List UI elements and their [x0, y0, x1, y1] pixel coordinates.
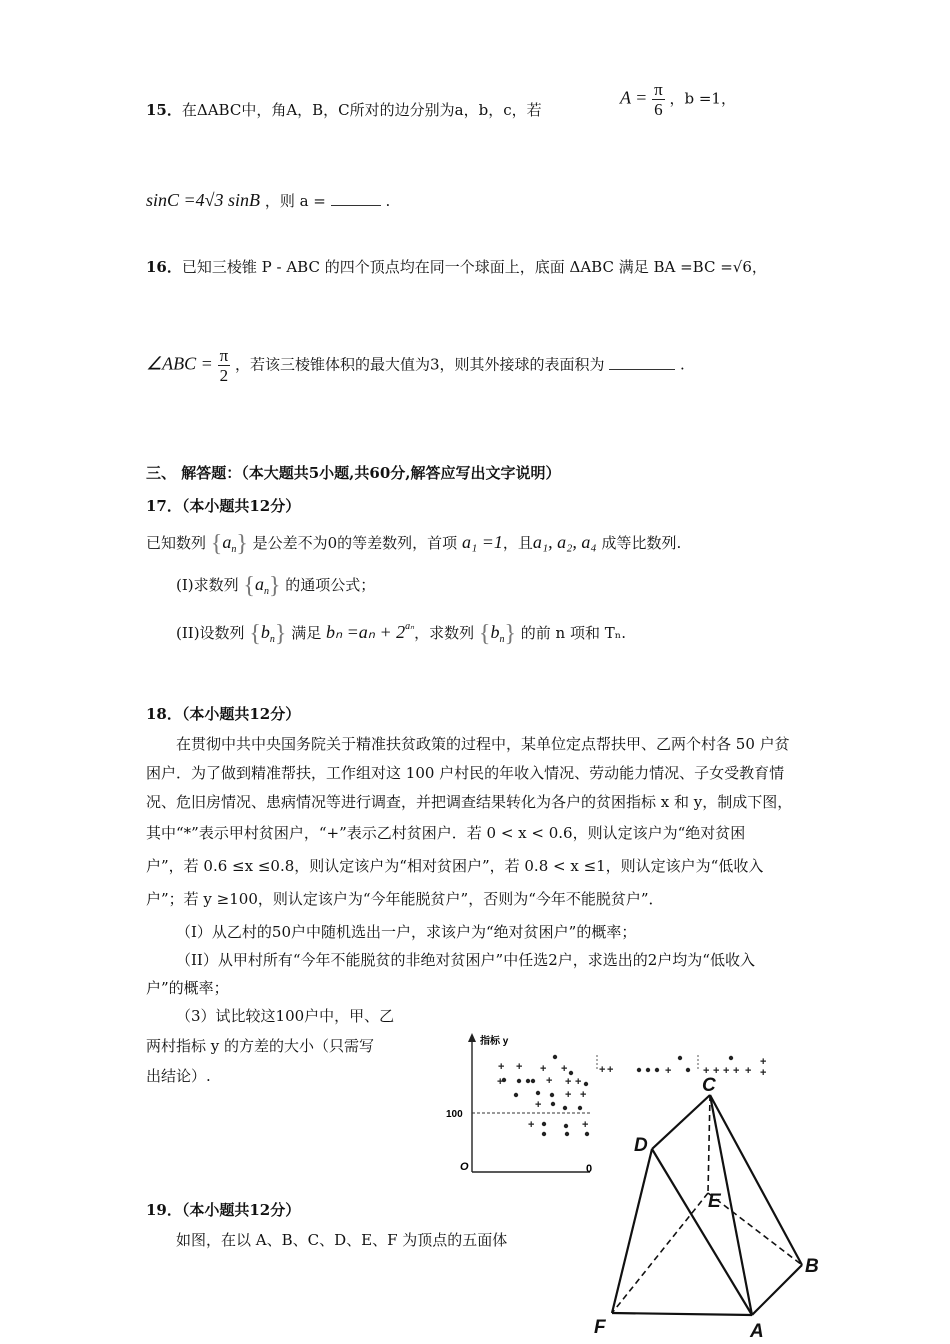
q15-line-2 [146, 190, 390, 211]
dot-mark [564, 1124, 568, 1128]
brace-right: } [274, 621, 287, 647]
plus-mark: + [540, 1063, 547, 1075]
q17-heading: 17．（本小题共12分） [146, 497, 301, 515]
plus-mark: + [580, 1089, 587, 1101]
dot-mark [686, 1068, 690, 1072]
dot-mark [542, 1132, 546, 1136]
q17-p2-bn-2: b [490, 622, 500, 642]
q17-p2-d: 的前 n 项和 Tₙ. [520, 624, 626, 642]
dot-mark [655, 1068, 659, 1072]
q15-formula: sinC =4√3 sinB [146, 190, 261, 210]
vertex-label-E: E [708, 1191, 721, 1212]
q15-then-a: ，则 a = [264, 192, 326, 210]
q17-p1-b: 的通项公式； [285, 576, 376, 594]
dot-mark [517, 1079, 521, 1083]
dot-mark [637, 1068, 641, 1072]
y-axis-label: 指标 y [480, 1036, 509, 1047]
plus-mark: + [723, 1065, 730, 1077]
plus-mark: + [599, 1064, 606, 1076]
y-axis-arrow [468, 1033, 476, 1042]
dot-mark [565, 1132, 569, 1136]
plus-mark: + [760, 1067, 767, 1079]
brace-left: { [210, 531, 223, 557]
q15-line-1 [146, 100, 542, 120]
dot-mark [584, 1082, 588, 1086]
plus-mark: + [561, 1063, 568, 1075]
q15-text: 在ΔABC中，角A，B，C所对的边分别为a，b，c，若 [181, 101, 542, 119]
q15-six: 6 [654, 100, 663, 119]
vertex-label-B: B [805, 1256, 819, 1277]
q18-part-3-line-2: 两村指标 y 的方差的大小（只需写 [146, 1037, 375, 1055]
q16-line-2 [146, 346, 685, 385]
plus-mark: + [498, 1061, 505, 1073]
edge-CB [710, 1095, 802, 1265]
plus-mark: + [565, 1089, 572, 1101]
q16-text: 已知三棱锥 P - ABC 的四个顶点均在同一个球面上，底面 ΔABC 满足 BA =BC =√6， [181, 258, 767, 276]
plus-mark: + [582, 1119, 589, 1131]
q19-line-1: 如图，在以 A、B、C、D、E、F 为顶点的五面体 [176, 1231, 508, 1249]
dot-mark [553, 1055, 557, 1059]
plus-mark: + [565, 1076, 572, 1088]
dot-mark [514, 1093, 518, 1097]
q17-and: ，且 [502, 534, 533, 552]
dot-mark [569, 1071, 573, 1075]
dot-mark [531, 1079, 535, 1083]
q16-two: 2 [219, 366, 229, 385]
q17-p1-an: a [254, 574, 264, 594]
dot-mark [578, 1106, 582, 1110]
q15-period: . [385, 192, 391, 210]
q15-b-equals: ，b =1， [669, 89, 736, 108]
edge-EB [708, 1193, 802, 1265]
q17-known-seq: 已知数列 [146, 534, 207, 552]
q17-p2-b: 满足 [291, 624, 322, 642]
plus-mark: + [546, 1075, 553, 1087]
x-cut-label: 0 [586, 1163, 593, 1175]
q17-an-sub: n [231, 544, 237, 555]
q17-p2-c: ，求数列 [414, 624, 475, 642]
q16-answer-blank[interactable] [609, 355, 675, 370]
q17-geometric: 成等比数列. [601, 534, 682, 552]
edge-AB [752, 1265, 802, 1315]
q15-fraction [620, 80, 736, 119]
edge-FA [612, 1313, 752, 1315]
dot-mark [646, 1068, 650, 1072]
q16-number: 16． [146, 258, 182, 276]
q17-line-1 [146, 532, 681, 560]
brace-right: } [504, 621, 516, 647]
q17-an: a [222, 532, 232, 552]
q15-A-equals: A = [620, 87, 648, 108]
q18-part-3-line-1: （3）试比较这100户中，甲、乙 [176, 1007, 395, 1025]
plus-mark: + [745, 1065, 752, 1077]
plus-mark: + [528, 1119, 535, 1131]
dot-mark [542, 1122, 546, 1126]
plus-mark: + [535, 1099, 542, 1111]
q17-p2-bn-sub: n [269, 634, 275, 645]
dot-mark [526, 1079, 530, 1083]
plus-mark: + [665, 1065, 672, 1077]
q16-line-1 [146, 257, 767, 277]
q17-p2-bn: b [260, 622, 270, 642]
pentahedron-figure [590, 1075, 835, 1340]
q18-part-3-line-3: 出结论）. [146, 1067, 211, 1085]
q17-exp: aₙ [405, 621, 415, 632]
vertex-label-A: A [750, 1321, 764, 1340]
q17-p2-a: (II)设数列 [176, 624, 245, 642]
brace-left: { [249, 621, 261, 647]
q16-pi-over-2 [218, 346, 231, 385]
q17-p1-an-sub: n [263, 586, 269, 597]
q15-pi: π [654, 80, 663, 99]
dot-mark [563, 1106, 567, 1110]
dot-mark [551, 1102, 555, 1106]
dot-mark [585, 1132, 589, 1136]
dot-mark [729, 1056, 733, 1060]
brace-right: } [236, 531, 248, 557]
q16-period: . [680, 355, 685, 374]
q15-pi-over-6 [652, 80, 665, 119]
vertex-label-C: C [702, 1075, 716, 1096]
q18-para-line-1: 在贯彻中共中央国务院关于精准扶贫政策的过程中，某单位定点帮扶甲、乙两个村各 50 户贫 [176, 735, 790, 753]
dot-mark [550, 1093, 554, 1097]
plus-mark: + [516, 1061, 523, 1073]
q18-part-2-line-1: （II）从甲村所有“今年不能脱贫的非绝对贫困户”中任选2户，求选出的2户均为“低收入 [176, 951, 755, 969]
edge-DC [652, 1095, 710, 1149]
section-3-heading: 三、 解答题：（本大题共5小题,共60分,解答应写出文字说明） [146, 464, 561, 482]
q18-para-line-5: 户”，若 0.6 ≤x ≤0.8，则认定该户为“相对贫困户”，若 0.8 < x ≤1，则认定该户为“低收入 [146, 857, 764, 875]
brace-right: } [268, 573, 281, 599]
plus-mark: + [575, 1076, 582, 1088]
q16-pi: π [219, 346, 229, 365]
q18-para-line-6: 户”；若 y ≥100，则认定该户为“今年能脱贫户”，否则为“今年不能脱贫户”． [146, 890, 664, 908]
q17-part-1 [176, 574, 375, 602]
q17-bn-formula: bₙ =aₙ + 2 [325, 622, 406, 642]
q18-part-1: （I）从乙村的50户中随机选出一户，求该户为“绝对贫困户”的概率； [176, 923, 637, 941]
q18-para-line-2: 困户．为了做到精准帮扶，工作组对这 100 户村民的年收入情况、劳动能力情况、子女受教育情 [146, 764, 785, 782]
plus-mark: + [703, 1065, 710, 1077]
plus-mark: + [733, 1065, 740, 1077]
q17-p2-bn-sub-2: n [499, 634, 505, 645]
plus-mark: + [497, 1076, 504, 1088]
q16-angle: ∠ABC = [146, 353, 213, 374]
q18-part-2-line-2: 户”的概率； [146, 979, 229, 997]
origin-label: O [460, 1161, 469, 1173]
q17-a1: a₁ =1 [461, 532, 503, 552]
q17-part-2 [176, 617, 626, 650]
plus-mark: + [713, 1065, 720, 1077]
q17-terms: a₁, a₂, a₄ [532, 532, 597, 552]
edge-CE [708, 1095, 710, 1193]
q17-desc: 是公差不为0的等差数列，首项 [252, 534, 458, 552]
q15-answer-blank[interactable] [331, 191, 381, 206]
q18-para-line-3: 况、危旧房情况、患病情况等进行调查，并把调查结果转化为各户的贫困指标 x 和 y，制成下图， [146, 793, 793, 811]
dot-mark [678, 1056, 682, 1060]
vertex-label-F: F [594, 1317, 606, 1338]
dot-mark [536, 1091, 540, 1095]
y-tick-100: 100 [446, 1109, 463, 1120]
brace-left: { [478, 621, 491, 647]
brace-left: { [243, 573, 255, 599]
q15-number: 15． [146, 101, 182, 119]
plus-mark: + [607, 1064, 614, 1076]
plus-mark: + [760, 1056, 767, 1068]
q19-heading: 19．（本小题共12分） [146, 1201, 301, 1219]
q17-p1-a: (I)求数列 [176, 576, 239, 594]
vertex-label-D: D [634, 1135, 648, 1156]
q16-text-2: ，若该三棱锥体积的最大值为3，则其外接球的表面积为 [234, 355, 605, 374]
q18-heading: 18．（本小题共12分） [146, 705, 301, 723]
q18-para-line-4: 其中“*”表示甲村贫困户，“+”表示乙村贫困户．若 0 < x < 0.6，则认定该户为“绝对贫困 [146, 824, 746, 842]
